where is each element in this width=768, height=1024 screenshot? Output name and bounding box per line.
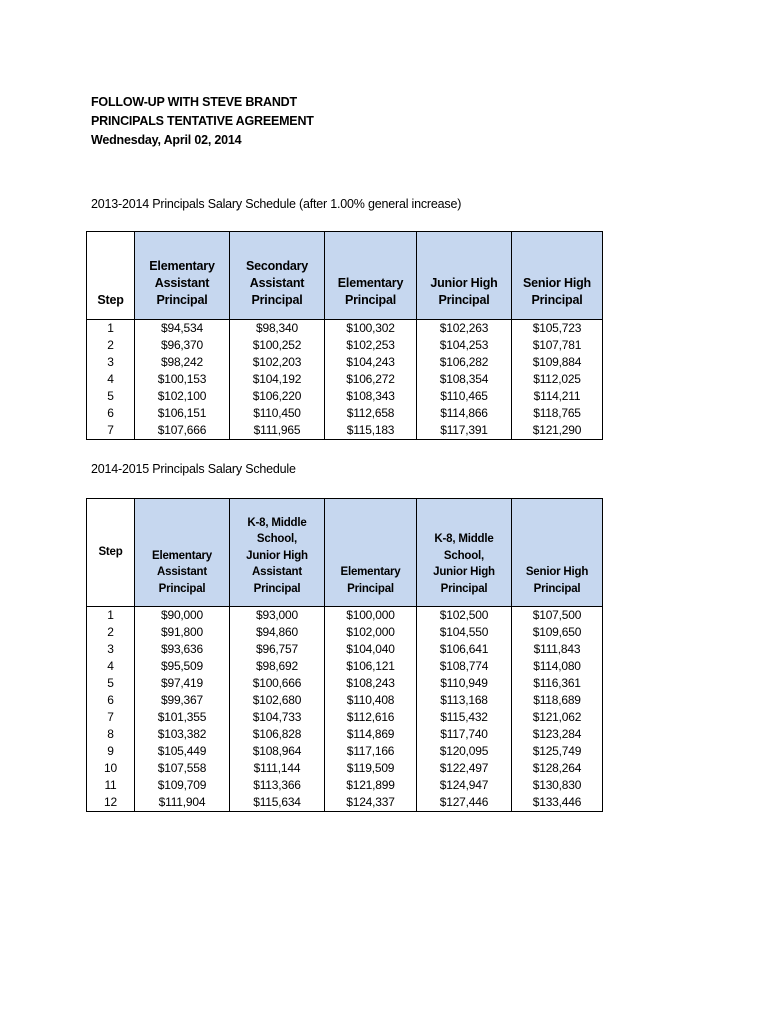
salary-cell: $118,689 — [512, 692, 603, 709]
salary-cell: $106,121 — [325, 658, 417, 675]
salary-cell: $96,757 — [230, 641, 325, 658]
table-row — [87, 371, 603, 388]
header-text-line: Assistant — [249, 276, 305, 290]
header-text-line: Step — [97, 293, 124, 307]
salary-cell: $107,558 — [135, 760, 230, 777]
table-row — [87, 692, 603, 709]
column-header — [325, 232, 417, 320]
salary-cell: $94,534 — [135, 320, 230, 338]
header-text-line: Principal — [438, 293, 490, 307]
salary-cell: $96,370 — [135, 337, 230, 354]
salary-cell: $104,733 — [230, 709, 325, 726]
header-text-line: Principal — [158, 582, 206, 595]
salary-cell: $100,000 — [325, 607, 417, 625]
salary-cell: $106,220 — [230, 388, 325, 405]
table-row — [87, 337, 603, 354]
header-text-line: Principal — [533, 582, 581, 595]
step-cell: 10 — [87, 760, 135, 777]
schedule-2014-2015-caption: 2014-2015 Principals Salary Schedule — [91, 462, 296, 476]
header-text-line: Senior High — [523, 276, 591, 290]
salary-cell: $115,432 — [417, 709, 512, 726]
salary-cell: $100,252 — [230, 337, 325, 354]
step-cell: 5 — [87, 675, 135, 692]
header-text-line: Junior High — [433, 566, 495, 578]
salary-cell: $113,366 — [230, 777, 325, 794]
salary-cell: $93,636 — [135, 641, 230, 658]
table-row — [87, 743, 603, 760]
header-text-line: Principal — [531, 293, 583, 307]
schedule-2013-2014-caption: 2013-2014 Principals Salary Schedule (after 1.00% general increase) — [91, 197, 462, 211]
salary-cell: $97,419 — [135, 675, 230, 692]
salary-cell: $105,723 — [512, 320, 603, 338]
salary-cell: $110,408 — [325, 692, 417, 709]
salary-cell: $98,340 — [230, 320, 325, 338]
salary-cell: $106,151 — [135, 405, 230, 422]
table-row — [87, 354, 603, 371]
header-text-line: Principal — [440, 582, 488, 595]
salary-schedule-2013-2014-table — [86, 231, 603, 440]
salary-cell: $117,166 — [325, 743, 417, 760]
salary-cell: $108,774 — [417, 658, 512, 675]
salary-cell: $114,080 — [512, 658, 603, 675]
salary-cell: $106,272 — [325, 371, 417, 388]
salary-cell: $128,264 — [512, 760, 603, 777]
salary-cell: $117,391 — [417, 422, 512, 440]
header-title: FOLLOW-UP WITH STEVE BRANDT — [91, 95, 297, 109]
table-row — [87, 760, 603, 777]
salary-cell: $102,100 — [135, 388, 230, 405]
salary-cell: $108,964 — [230, 743, 325, 760]
salary-cell: $130,830 — [512, 777, 603, 794]
header-text-line: Elementary — [151, 549, 212, 562]
table-row — [87, 777, 603, 794]
salary-cell: $121,899 — [325, 777, 417, 794]
salary-cell: $107,666 — [135, 422, 230, 440]
salary-cell: $114,869 — [325, 726, 417, 743]
salary-cell: $106,641 — [417, 641, 512, 658]
salary-cell: $109,650 — [512, 624, 603, 641]
column-header — [512, 499, 603, 607]
table-row — [87, 607, 603, 625]
salary-cell: $98,692 — [230, 658, 325, 675]
salary-cell: $102,263 — [417, 320, 512, 338]
salary-cell: $107,500 — [512, 607, 603, 625]
table-row — [87, 726, 603, 743]
salary-cell: $102,203 — [230, 354, 325, 371]
column-header — [417, 232, 512, 320]
step-cell: 2 — [87, 337, 135, 354]
salary-cell: $121,062 — [512, 709, 603, 726]
salary-cell: $102,680 — [230, 692, 325, 709]
salary-cell: $120,095 — [417, 743, 512, 760]
salary-cell: $109,884 — [512, 354, 603, 371]
salary-cell: $118,765 — [512, 405, 603, 422]
header-text-line: K-8, Middle — [247, 516, 307, 529]
table-row — [87, 675, 603, 692]
salary-cell: $124,947 — [417, 777, 512, 794]
salary-cell: $106,828 — [230, 726, 325, 743]
salary-cell: $116,361 — [512, 675, 603, 692]
table-row — [87, 624, 603, 641]
table-row — [87, 641, 603, 658]
step-cell: 1 — [87, 320, 135, 338]
column-header-step — [87, 499, 135, 607]
salary-cell: $112,616 — [325, 709, 417, 726]
salary-cell: $101,355 — [135, 709, 230, 726]
salary-cell: $102,253 — [325, 337, 417, 354]
salary-cell: $119,509 — [325, 760, 417, 777]
column-header-step — [87, 232, 135, 320]
salary-cell: $104,243 — [325, 354, 417, 371]
salary-cell: $115,634 — [230, 794, 325, 812]
salary-cell: $112,658 — [325, 405, 417, 422]
header-text-line: Assistant — [252, 566, 302, 578]
step-cell: 5 — [87, 388, 135, 405]
step-cell: 6 — [87, 692, 135, 709]
salary-cell: $104,550 — [417, 624, 512, 641]
step-cell: 6 — [87, 405, 135, 422]
salary-cell: $109,709 — [135, 777, 230, 794]
table-row — [87, 422, 603, 440]
salary-cell: $123,284 — [512, 726, 603, 743]
step-cell: 2 — [87, 624, 135, 641]
column-header — [230, 232, 325, 320]
table-row — [87, 709, 603, 726]
step-cell: 3 — [87, 354, 135, 371]
salary-cell: $133,446 — [512, 794, 603, 812]
header-text-line: Principal — [253, 582, 301, 595]
salary-cell: $115,183 — [325, 422, 417, 440]
salary-cell: $113,168 — [417, 692, 512, 709]
header-text-line: Principal — [347, 582, 394, 595]
header-text-line: Senior High — [525, 566, 589, 578]
salary-cell: $111,144 — [230, 760, 325, 777]
table-row — [87, 658, 603, 675]
salary-cell: $106,282 — [417, 354, 512, 371]
document-header — [91, 93, 314, 150]
salary-cell: $125,749 — [512, 743, 603, 760]
header-text-line: Secondary — [245, 259, 309, 273]
salary-cell: $91,800 — [135, 624, 230, 641]
salary-cell: $100,153 — [135, 371, 230, 388]
step-cell: 3 — [87, 641, 135, 658]
column-header — [135, 232, 230, 320]
salary-cell: $114,211 — [512, 388, 603, 405]
header-text-line: Elementary — [149, 259, 215, 273]
column-header — [512, 232, 603, 320]
header-text-line: Assistant — [157, 566, 207, 578]
salary-schedule-2014-2015-table — [86, 498, 603, 812]
step-cell: 4 — [87, 371, 135, 388]
header-text-line: School, — [256, 533, 298, 545]
header-date: Wednesday, April 02, 2014 — [91, 133, 242, 147]
column-header — [325, 499, 417, 607]
header-text-line: Principal — [345, 293, 396, 307]
salary-cell: $99,367 — [135, 692, 230, 709]
table-row — [87, 320, 603, 338]
salary-cell: $104,040 — [325, 641, 417, 658]
salary-cell: $122,497 — [417, 760, 512, 777]
salary-cell: $114,866 — [417, 405, 512, 422]
salary-cell: $102,000 — [325, 624, 417, 641]
step-cell: 1 — [87, 607, 135, 625]
salary-cell: $100,302 — [325, 320, 417, 338]
step-cell: 11 — [87, 777, 135, 794]
salary-cell: $110,465 — [417, 388, 512, 405]
salary-cell: $110,949 — [417, 675, 512, 692]
salary-cell: $107,781 — [512, 337, 603, 354]
salary-cell: $105,449 — [135, 743, 230, 760]
column-header — [230, 499, 325, 607]
salary-cell: $111,965 — [230, 422, 325, 440]
step-cell: 8 — [87, 726, 135, 743]
step-cell: 7 — [87, 422, 135, 440]
header-text-line: School, — [443, 549, 485, 562]
salary-cell: $111,843 — [512, 641, 603, 658]
step-cell: 9 — [87, 743, 135, 760]
header-text-line: Junior High — [430, 276, 498, 290]
salary-cell: $110,450 — [230, 405, 325, 422]
salary-cell: $104,192 — [230, 371, 325, 388]
step-cell: 7 — [87, 709, 135, 726]
step-cell: 4 — [87, 658, 135, 675]
column-header — [417, 499, 512, 607]
salary-cell: $90,000 — [135, 607, 230, 625]
header-text-line: Assistant — [154, 276, 210, 290]
header-text-line: Principal — [251, 293, 303, 307]
salary-cell: $94,860 — [230, 624, 325, 641]
salary-cell: $111,904 — [135, 794, 230, 812]
column-header — [135, 499, 230, 607]
salary-cell: $121,290 — [512, 422, 603, 440]
salary-cell: $108,243 — [325, 675, 417, 692]
header-text-line: K-8, Middle — [434, 533, 494, 545]
header-text-line: Elementary — [337, 276, 404, 290]
salary-cell: $127,446 — [417, 794, 512, 812]
salary-cell: $117,740 — [417, 726, 512, 743]
header-text-line: Principal — [156, 293, 208, 307]
table-row — [87, 405, 603, 422]
salary-cell: $124,337 — [325, 794, 417, 812]
salary-cell: $112,025 — [512, 371, 603, 388]
header-subtitle: PRINCIPALS TENTATIVE AGREEMENT — [91, 114, 314, 128]
table-row — [87, 794, 603, 812]
table-header-row — [87, 499, 603, 607]
salary-cell: $98,242 — [135, 354, 230, 371]
salary-cell: $102,500 — [417, 607, 512, 625]
header-text-line: Elementary — [340, 566, 401, 578]
step-cell: 12 — [87, 794, 135, 812]
salary-cell: $108,343 — [325, 388, 417, 405]
header-text-line: Junior High — [246, 549, 308, 562]
salary-cell: $95,509 — [135, 658, 230, 675]
salary-cell: $93,000 — [230, 607, 325, 625]
salary-cell: $103,382 — [135, 726, 230, 743]
salary-cell: $100,666 — [230, 675, 325, 692]
table-header-row — [87, 232, 603, 320]
salary-cell: $104,253 — [417, 337, 512, 354]
salary-cell: $108,354 — [417, 371, 512, 388]
header-text-line: Step — [98, 546, 123, 559]
table-row — [87, 388, 603, 405]
